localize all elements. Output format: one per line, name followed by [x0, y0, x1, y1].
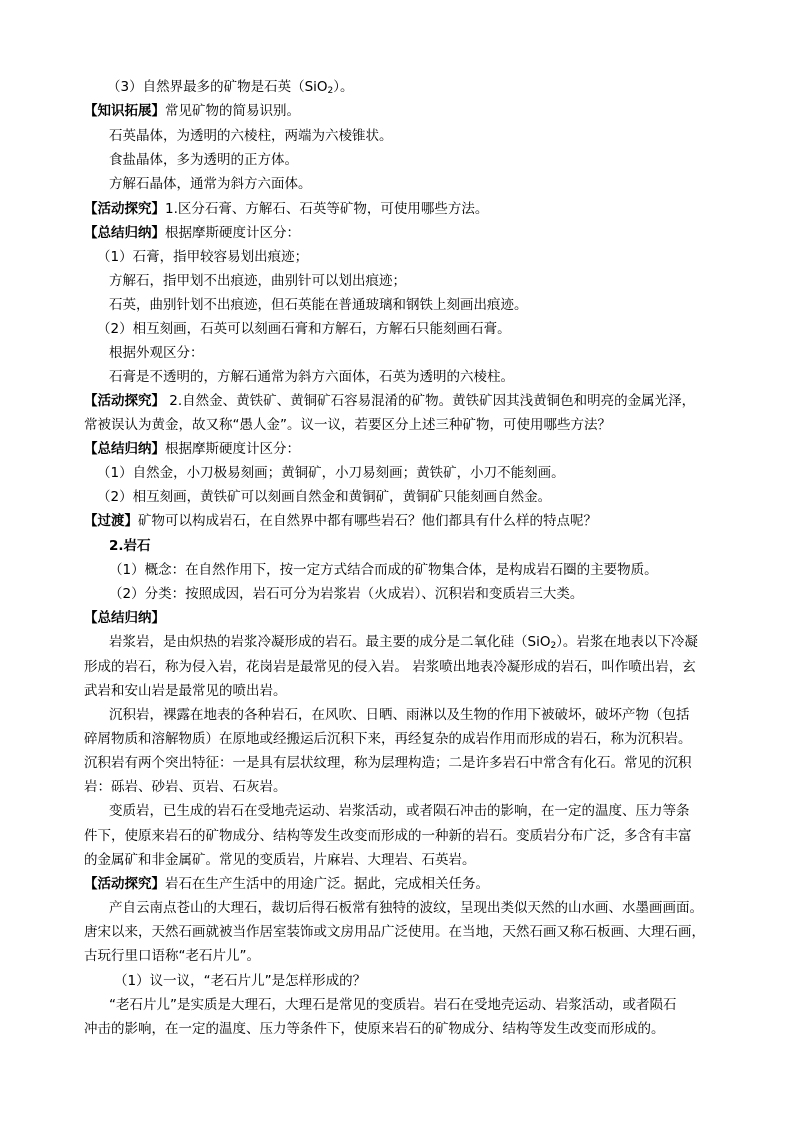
text-line: （1）石膏，指甲较容易划出痕迹；: [97, 249, 309, 265]
text-line: 古玩行里口语称“老石片儿”。: [84, 948, 260, 964]
section-heading: 2.岩石: [109, 538, 151, 554]
activity-line: 【活动探究】1.区分石膏、方解石、石英等矿物，可使用哪些方法。: [84, 201, 489, 217]
text-line: （2）相互刻画，黄铁矿可以刻画自然金和黄铜矿，黄铜矿只能刻画自然金。: [97, 489, 552, 505]
text-line: 根据外观区分：: [109, 345, 204, 361]
text-line: 常被误认为黄金，故又称“愚人金”。议一议，若要区分上述三种矿物，可使用哪些方法？: [84, 417, 611, 433]
text-line: （2）分类：按照成因，岩石可分为岩浆岩（火成岩）、沉积岩和变质岩三大类。: [109, 586, 584, 602]
section-tag: 【活动探究】: [84, 876, 165, 892]
text-line: 武岩和安山岩是最常见的喷出岩。: [84, 683, 287, 699]
text-line: 沉积岩，裸露在地表的各种岩石，在风吹、日晒、雨淋以及生物的作用下被破坏，破坏产物（包括: [109, 707, 690, 723]
transition-line: 【过渡】矿物可以构成岩石，在自然界中都有哪些岩石？他们都具有什么样的特点呢？: [84, 513, 597, 529]
section-tag: 【知识拓展】: [84, 103, 165, 119]
section-tag: 【总结归纳】: [84, 225, 165, 241]
text-line: （1）自然金，小刀极易刻画；黄铜矿，小刀易刻画；黄铁矿，小刀不能刻画。: [97, 465, 565, 481]
summary-line: 【总结归纳】根据摩斯硬度计区分：: [84, 441, 300, 457]
text-line: 岩浆岩，是由炽热的岩浆冷凝形成的岩石。最主要的成分是二氧化硅（SiO$_2$）。岩浆在地表以下冷凝: [109, 634, 698, 651]
text-line: 食盐晶体，多为透明的正方体。: [109, 152, 298, 168]
section-tag: 【总结归纳】: [84, 441, 165, 457]
text-line: 石英，曲别针划不出痕迹，但石英能在普通玻璃和钢铁上刻画出痕迹。: [109, 297, 528, 313]
text-line: 唐宋以来，天然石画就被当作居室装饰或文房用品广泛使用。在当地，天然石画又称石板画、大理石画，: [84, 924, 705, 940]
section-tag: 【活动探究】: [84, 201, 165, 217]
text-line: 石英晶体，为透明的六棱柱，两端为六棱锥状。: [109, 128, 393, 144]
summary-line: 【总结归纳】根据摩斯硬度计区分：: [84, 225, 300, 241]
text-line: （3）自然界最多的矿物是石英（SiO$_2$）。: [107, 79, 354, 96]
section-tag: 【活动探究】: [84, 393, 165, 409]
text-line: 岩：砾岩、砂岩、页岩、石灰岩。: [84, 779, 287, 795]
question-line: （1）议一议，“老石片儿”是怎样形成的？: [114, 973, 367, 989]
text-line: 沉积岩有两个突出特征：一是具有层状纹理，称为层理构造；二是许多岩石中常含有化石。常见的沉积: [84, 755, 692, 771]
text-line: 冲击的影响，在一定的温度、压力等条件下，使原来岩石的矿物成分、结构等发生改变而形成的。: [84, 1021, 665, 1037]
section-tag: 【总结归纳】: [84, 610, 165, 626]
activity-line: 【活动探究】 2.自然金、黄铁矿、黄铜矿石容易混淆的矿物。黄铁矿因其浅黄铜色和明亮的金属光泽，: [84, 393, 696, 409]
text-line: 方解石，指甲划不出痕迹，曲别针可以划出痕迹；: [109, 273, 406, 289]
text-line: （1）概念：在自然作用下，按一定方式结合而成的矿物集合体，是构成岩石圈的主要物质。: [109, 562, 658, 578]
text-line: 产自云南点苍山的大理石，裁切后得石板常有独特的波纹，呈现出类似天然的山水画、水墨画画面。: [109, 900, 703, 916]
text-line: 方解石晶体，通常为斜方六面体。: [109, 176, 312, 192]
text-line: “老石片儿”是实质是大理石，大理石是常见的变质岩。岩石在受地壳运动、岩浆活动，或者陨石: [109, 997, 677, 1013]
knowledge-extension-line: 【知识拓展】常见矿物的简易识别。: [84, 103, 300, 119]
text-line: 碎屑物质和溶解物质）在原地或经搬运后沉积下来，再经复杂的成岩作用而形成的岩石，称为沉积岩。: [84, 731, 692, 747]
section-tag: 【过渡】: [84, 513, 138, 529]
text-line: 件下，使原来岩石的矿物成分、结构等发生改变而形成的一种新的岩石。变质岩分布广泛，多含有丰富: [84, 828, 692, 844]
text-line: （2）相互刻画，石英可以刻画石膏和方解石，方解石只能刻画石膏。: [97, 321, 511, 337]
text-line: 形成的岩石，称为侵入岩，花岗岩是最常见的侵入岩。 岩浆喷出地表冷凝形成的岩石，叫作喷出岩，玄: [84, 659, 696, 675]
activity-line: 【活动探究】岩石在生产生活中的用途广泛。据此，完成相关任务。: [84, 876, 489, 892]
text-line: 石膏是不透明的，方解石通常为斜方六面体，石英为透明的六棱柱。: [109, 369, 514, 385]
text-line: 的金属矿和非金属矿。常见的变质岩，片麻岩、大理岩、石英岩。: [84, 852, 476, 868]
text-line: 变质岩，已生成的岩石在受地壳运动、岩浆活动，或者陨石冲击的影响，在一定的温度、压力等条: [109, 803, 690, 819]
